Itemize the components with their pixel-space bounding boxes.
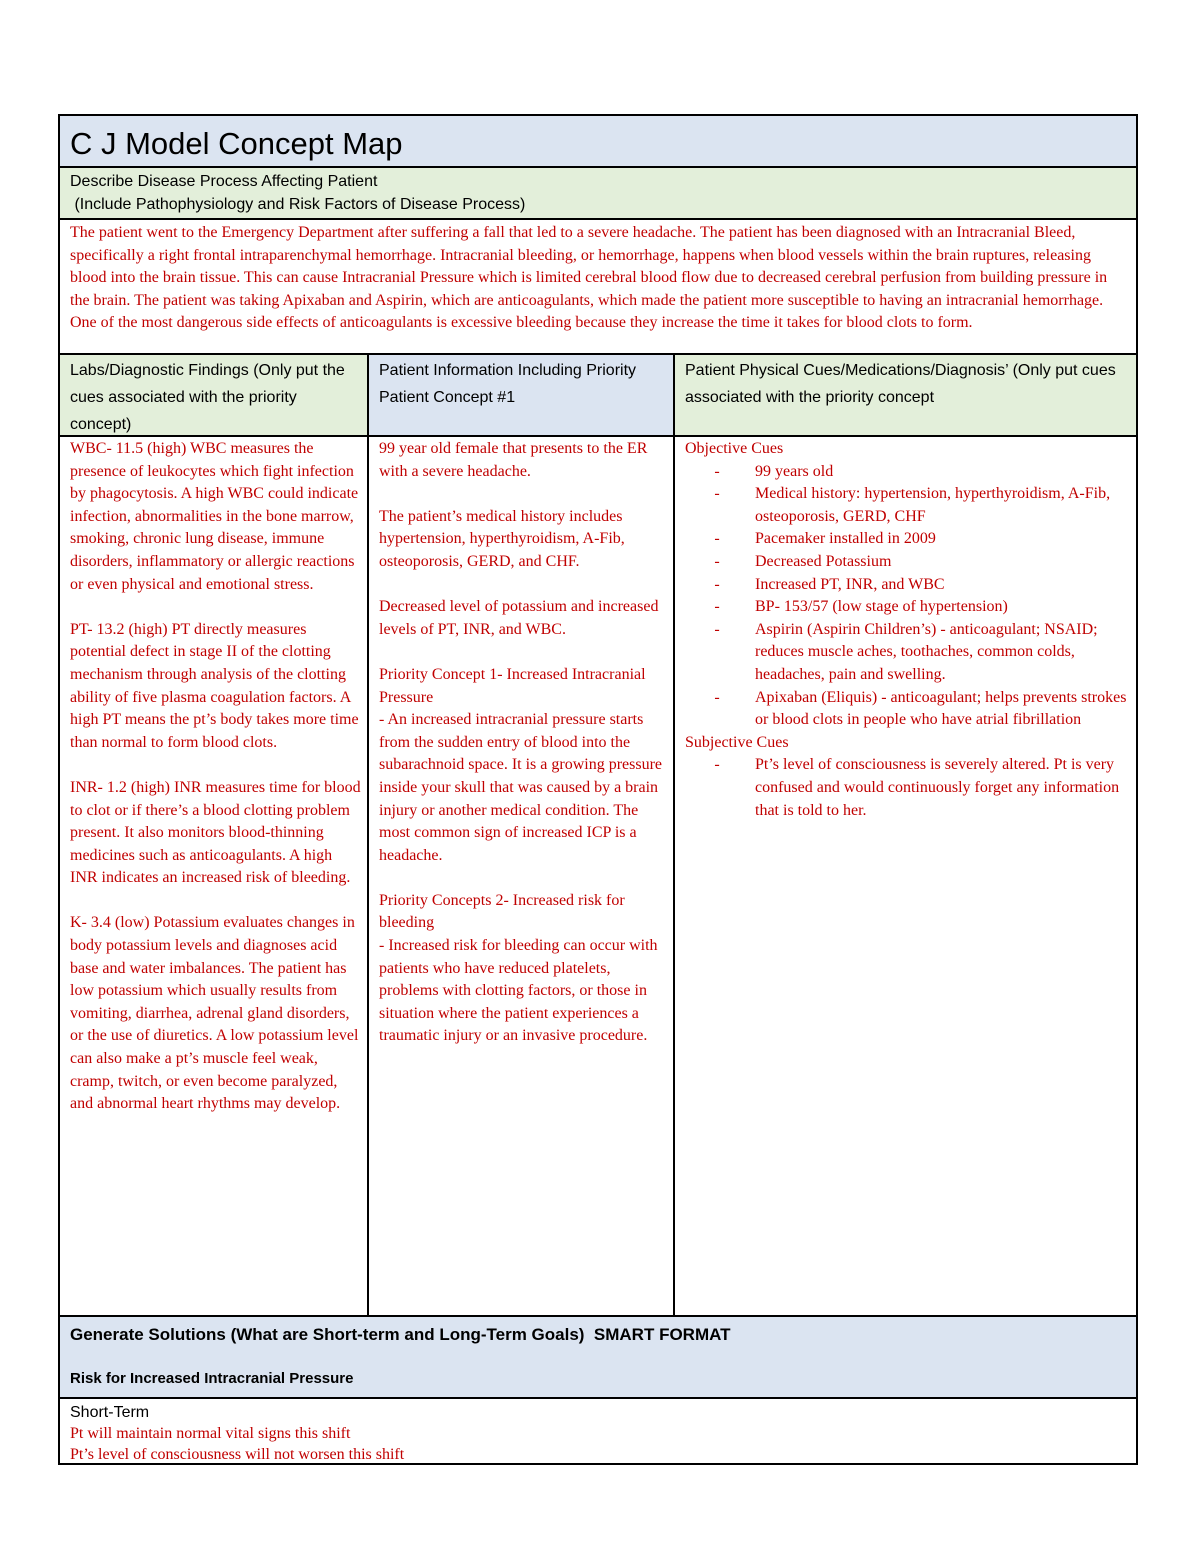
objective-cues-list — [685, 461, 1130, 732]
column-headers — [60, 355, 1136, 437]
short-term-goals — [60, 1399, 1136, 1463]
physical-cues-column — [673, 437, 1136, 1315]
dash-bullet: - — [714, 756, 720, 774]
page-title: C J Model Concept Map — [60, 116, 1136, 168]
describe-section-header — [60, 168, 1136, 220]
priority-concept-2: Priority Concepts 2- Increased risk for bleeding - Increased risk for bleeding can occur with patients who have reduced platelets, problems with clotting factors, or those in situation where the patient experiences a traumatic injury or an invasive procedure. — [379, 891, 658, 1045]
objective-cue: Decreased Potassium — [755, 552, 892, 570]
objective-cue: Medical history: hypertension, hyperthyroidism, A-Fib, osteoporosis, GERD, CHF — [755, 485, 1111, 525]
list-item — [685, 528, 1130, 551]
describe-heading: Describe Disease Process Affecting Patient — [70, 173, 378, 190]
list-item — [685, 596, 1130, 619]
subjective-cues-list — [685, 754, 1130, 822]
column-contents — [60, 437, 1136, 1317]
list-item — [685, 461, 1130, 484]
objective-cue: BP- 153/57 (low stage of hypertension) — [755, 598, 1008, 616]
subjective-cue: Pt’s level of consciousness is severely altered. Pt is very confused and would continuously forget any information that is told to her. — [755, 756, 1120, 819]
lab-finding-inr: INR- 1.2 (high) INR measures time for blood to clot or if there’s a blood clotting problem present. It also monitors blood-thinning medicines such as anticoagulants. A high INR indicates an increased risk of bleeding. — [70, 778, 361, 887]
solutions-title: Generate Solutions (What are Short-term and Long-Term Goals) SMART FORMAT — [70, 1325, 731, 1344]
physical-cues-column-header: Patient Physical Cues/Medications/Diagnosis’ (Only put cues associated with the priority concept — [673, 355, 1136, 435]
lab-finding-potassium: K- 3.4 (low) Potassium evaluates changes in body potassium levels and diagnoses acid base and water imbalances. The patient has low potassium which usually results from vomiting, diarrhea, adrenal gland disorders, or the use of diuretics. A low potassium level can also make a pt’s muscle feel weak, cramp, twitch, or even become paralyzed, and abnormal heart rhythms may develop. — [70, 914, 359, 1113]
list-item — [685, 687, 1130, 732]
patient-medical-history: The patient’s medical history includes hypertension, hyperthyroidism, A-Fib, osteoporosis, GERD, and CHF. — [379, 507, 625, 570]
solutions-subtitle: Risk for Increased Intracranial Pressure — [70, 1370, 354, 1387]
dash-bullet: - — [714, 620, 720, 638]
objective-cue: Increased PT, INR, and WBC — [755, 575, 945, 593]
subjective-cues-heading: Subjective Cues — [685, 733, 789, 751]
labs-column-header: Labs/Diagnostic Findings (Only put the cues associated with the priority concept) — [60, 355, 367, 435]
dash-bullet: - — [714, 575, 720, 593]
objective-cues-heading: Objective Cues — [685, 440, 784, 457]
dash-bullet: - — [714, 462, 720, 480]
dash-bullet: - — [714, 552, 720, 570]
patient-info-column-header: Patient Information Including Priority Patient Concept #1 — [367, 355, 673, 435]
labs-column — [60, 437, 367, 1315]
list-item — [685, 754, 1130, 822]
concept-map-table — [58, 114, 1138, 1465]
objective-cue: Aspirin (Aspirin Children’s) - anticoagulant; NSAID; reduces muscle aches, toothaches, common colds, headaches, pain and swelling. — [755, 620, 1098, 683]
short-term-heading: Short-Term — [70, 1404, 150, 1421]
list-item — [685, 483, 1130, 528]
disease-process-narrative: The patient went to the Emergency Department after suffering a fall that led to a severe headache. The patient has been diagnosed with an Intracranial Bleed, specifically a right frontal intraparenchymal hemorrhage. Intracranial bleeding, or hemorrhage, happens when blood vessels within the brain ruptures, releasing blood into the brain tissue. This can cause Intracranial Pressure which is limited cerebral blood flow due to decreased cerebral perfusion from building pressure in the brain. The patient was taking Apixaban and Aspirin, which are anticoagulants, which made the patient more susceptible to having an intracranial hemorrhage. One of the most dangerous side effects of anticoagulants is excessive bleeding because they increase the time it takes for blood clots to form. — [60, 220, 1136, 355]
patient-lab-summary: Decreased level of potassium and increased levels of PT, INR, and WBC. — [379, 598, 659, 638]
generate-solutions-header — [60, 1317, 1136, 1399]
dash-bullet: - — [714, 688, 720, 706]
objective-cue: Pacemaker installed in 2009 — [755, 530, 936, 548]
list-item — [685, 551, 1130, 574]
lab-finding-wbc: WBC- 11.5 (high) WBC measures the presence of leukocytes which fight infection by phagocytosis. A high WBC could indicate infection, abnormalities in the bone marrow, smoking, chronic lung disease, immune disorders, inflammatory or allergic reactions or even physical and emotional stress. — [70, 440, 359, 593]
dash-bullet: - — [714, 598, 720, 616]
list-item — [685, 619, 1130, 687]
patient-presentation: 99 year old female that presents to the ER with a severe headache. — [379, 440, 648, 480]
short-term-goal: Pt will maintain normal vital signs this shift — [70, 1425, 351, 1442]
short-term-goal: Pt’s level of consciousness will not worsen this shift — [70, 1446, 405, 1463]
describe-subheading: (Include Pathophysiology and Risk Factors of Disease Process) — [70, 196, 526, 213]
dash-bullet: - — [714, 485, 720, 503]
list-item — [685, 574, 1130, 597]
lab-finding-pt: PT- 13.2 (high) PT directly measures potential defect in stage II of the clotting mechanism through analysis of the clotting ability of five plasma coagulation factors. A high PT means the pt’s body takes more time than normal to form blood clots. — [70, 620, 359, 751]
objective-cue: Apixaban (Eliquis) - anticoagulant; helps prevents strokes or blood clots in people who have atrial fibrillation — [755, 688, 1127, 729]
patient-info-column — [367, 437, 673, 1315]
dash-bullet: - — [714, 530, 720, 548]
objective-cue: 99 years old — [755, 462, 834, 480]
priority-concept-1: Priority Concept 1- Increased Intracranial Pressure - An increased intracranial pressure starts from the sudden entry of blood into the subarachnoid space. It is a growing pressure inside your skull that was caused by a brain injury or another medical condition. The most common sign of increased ICP is a headache. — [379, 665, 663, 864]
